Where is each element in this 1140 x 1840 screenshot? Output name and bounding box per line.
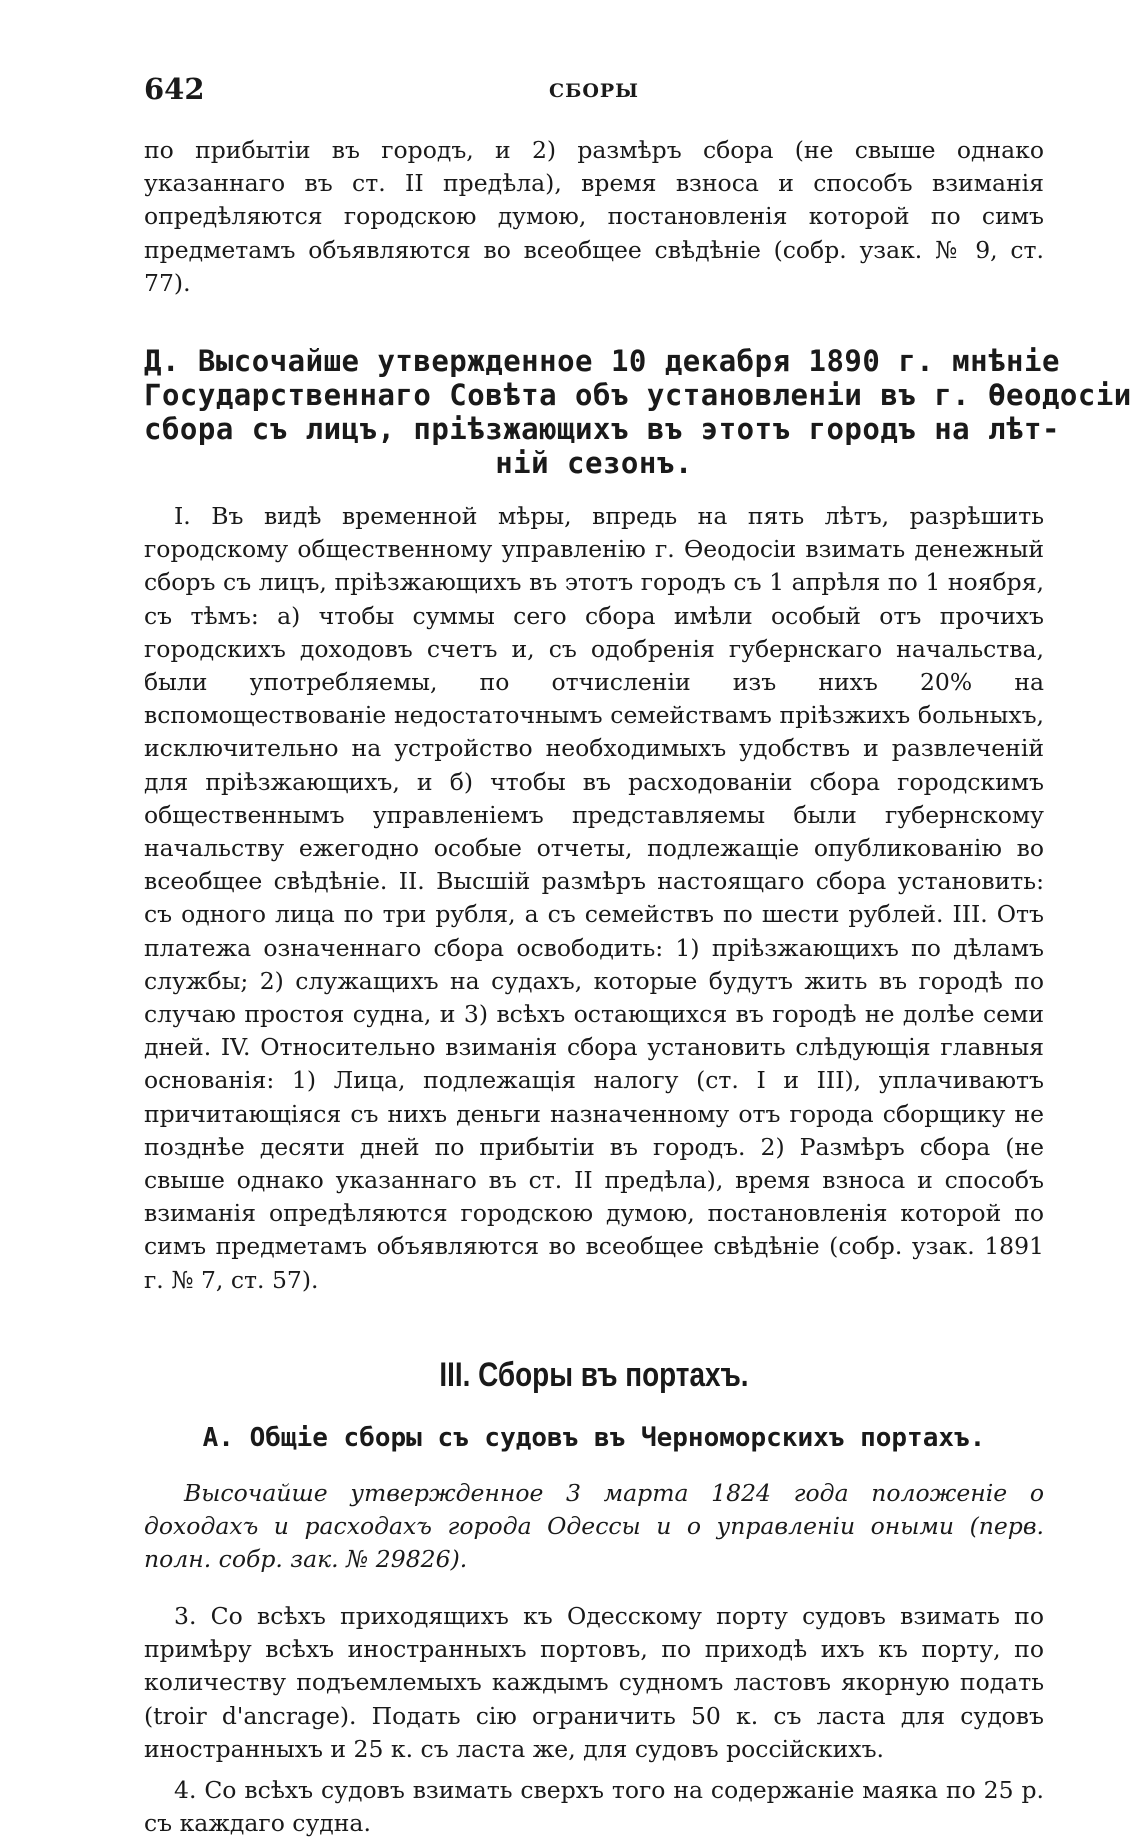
paragraph-3: 3. Со всѣхъ приходящихъ къ Одесскому порту судовъ взимать по примѣру всѣхъ иностранныхъ портовъ, по приходѣ ихъ къ порту, по количеству подъемлемыхъ каждымъ судномъ ластовъ якорную подать (troir d'ancrage). Подать сію ограничить 50 к. съ ласта для судовъ иностранныхъ и 25 к. съ ласта же, для судовъ россійскихъ. bbox=[144, 1602, 1044, 1763]
running-head bbox=[144, 60, 1044, 112]
section-a-subheading: А. Общіе сборы съ судовъ въ Черноморскихъ портахъ. bbox=[202, 1422, 986, 1453]
source-note: Высочайше утвержденное 3 марта 1824 года положеніе о доходахъ и расходахъ города Одессы и о управленіи оными (перв. полн. собр. зак. № 29826). bbox=[144, 1478, 1044, 1574]
page-number: 642 bbox=[144, 72, 205, 106]
opening-paragraph: по прибытіи въ городъ, и 2) размѣръ сбора (не свыше однако указаннаго въ ст. II предѣла), время взноса и способъ взиманія опредѣляются городскою думою, постановленія которой по симъ предметамъ объявляются во всеобщее свѣдѣніе (собр. узак. № 9, ст. 77). bbox=[144, 136, 1044, 297]
section-d-body: I. Въ видѣ временной мѣры, впредь на пять лѣтъ, разрѣшить городскому общественному управленію г. Ѳеодосіи взимать денежный сборъ съ лицъ, пріѣзжающихъ въ этотъ городъ съ 1 апрѣля по 1 ноября, съ тѣмъ: а) чтобы суммы сего сбора имѣли особый отъ прочихъ городскихъ доходовъ счетъ и, съ одобренія губернскаго начальства, были употребляемы, по отчисленіи изъ нихъ 20% на вспомоществованіе недостаточнымъ семействамъ пріѣзжихъ больныхъ, исключительно на устройство необходимыхъ удобствъ и развлеченій для пріѣзжающихъ, и б) чтобы въ расходованіи сбора городскимъ общественнымъ управленіемъ представляемы были губернскому начальству ежегодно особые отчеты, подлежащіе опубликованію во всеобщее свѣдѣніе. II. Высшій размѣръ настоящаго сбора установить: съ одного лица по три рубля, а съ семействъ по шести рублей. III. Отъ платежа означеннаго сбора освободить: 1) пріѣзжающихъ по дѣламъ службы; 2) служащихъ на судахъ, которые будутъ жить въ городѣ по случаю простоя судна, и 3) всѣхъ остающихся въ городѣ не долѣе семи дней. IV. Относительно взиманія сбора установить слѣдующія главныя основанія: 1) Лица, подлежащія налогу (ст. I и III), уплачиваютъ причитающіяся съ нихъ деньги назначенному отъ города сборщику не позднѣе десяти дней по прибытіи въ городъ. 2) Размѣръ сбора (не свыше однако указаннаго въ ст. II предѣла), время взноса и способъ взиманія опредѣляются городскою думою, постановленія которой по симъ предметамъ объявляются во всеобщее свѣдѣніе (собр. узак. 1891 г. № 7, ст. 57). bbox=[144, 502, 1044, 1294]
section-d-heading-line: Государственнаго Совѣта объ установленіи въ г. Ѳеодосіи bbox=[144, 378, 1132, 413]
book-page bbox=[144, 60, 1132, 1840]
section-d-heading-line: сбора съ лицъ, пріѣзжающихъ въ этотъ городъ на лѣт- bbox=[144, 412, 1060, 447]
section-d-heading-line: Д. Высочайше утвержденное 10 декабря 1890 г. мнѣніе bbox=[144, 344, 1060, 379]
section-d-heading-line: ній сезонъ. bbox=[495, 446, 693, 481]
section-iii-heading: III. Сборы въ портахъ. bbox=[439, 1355, 749, 1394]
paragraph-4: 4. Со всѣхъ судовъ взимать сверхъ того на содержаніе маяка по 25 р. съ каждаго судна. bbox=[144, 1776, 1044, 1838]
section-d-heading bbox=[144, 344, 1132, 481]
running-title: СБОРЫ bbox=[548, 80, 640, 102]
